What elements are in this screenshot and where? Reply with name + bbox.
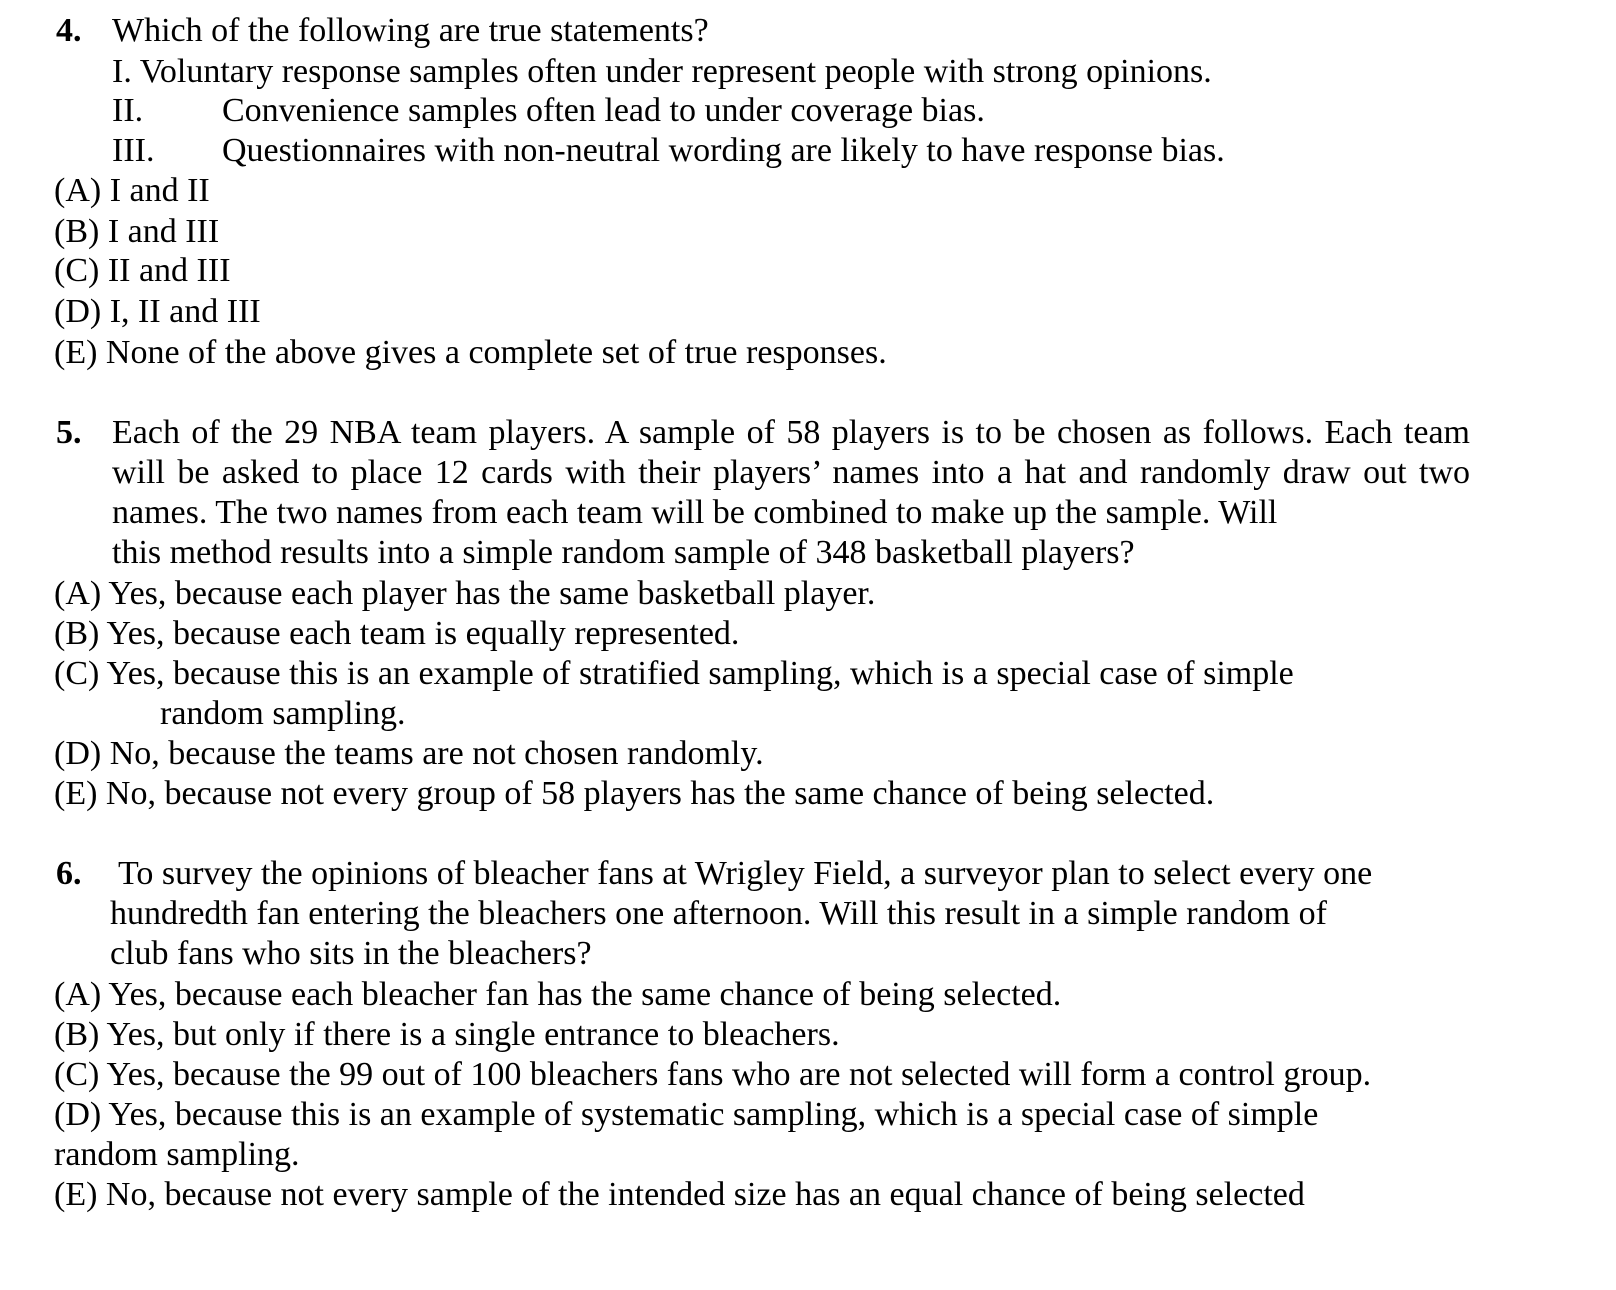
statement-number: I.: [112, 53, 132, 90]
answer-option-b: (B) I and III: [54, 213, 220, 250]
question-number: 4.: [56, 12, 82, 49]
question-4-stem-line: [56, 11, 709, 51]
answer-option-e: (E) None of the above gives a complete set of true responses.: [54, 334, 887, 371]
answer-option-c: (C) Yes, because the 99 out of 100 bleachers fans who are not selected will form a control group.: [54, 1056, 1372, 1093]
statement-text: Questionnaires with non-neutral wording are likely to have response bias.: [222, 132, 1225, 169]
answer-option-d: (D) I, II and III: [54, 293, 261, 330]
answer-option-a: (A) Yes, because each player has the same basketball player.: [54, 575, 876, 612]
statement-number: II.: [112, 92, 144, 129]
question-stem-line: names. The two names from each team will be combined to make up the sample. Will: [112, 494, 1278, 531]
statement-ii: [112, 91, 985, 131]
statement-number: III.: [112, 132, 155, 169]
question-stem-text: Which of the following are true statements?: [112, 12, 709, 49]
answer-option-b: (B) Yes, because each team is equally represented.: [54, 615, 740, 652]
question-stem-line: will be asked to place 12 cards with their players’ names into a hat and randomly draw out two: [112, 454, 1470, 491]
answer-option-a: (A) Yes, because each bleacher fan has the same chance of being selected.: [54, 976, 1062, 1013]
statement-text: Voluntary response samples often under represent people with strong opinions.: [139, 53, 1212, 90]
question-stem-line: Each of the 29 NBA team players. A sample of 58 players is to be chosen as follows. Each team: [112, 414, 1470, 451]
question-stem-line: club fans who sits in the bleachers?: [110, 935, 592, 972]
question-number: 6.: [56, 855, 82, 892]
answer-option-d-continued: random sampling.: [54, 1136, 300, 1173]
answer-option-c-continued: random sampling.: [160, 695, 406, 732]
statement-iii: [112, 131, 1225, 171]
answer-option-d: (D) No, because the teams are not chosen randomly.: [54, 735, 764, 772]
answer-option-c: (C) II and III: [54, 252, 231, 289]
answer-option-e: (E) No, because not every group of 58 players has the same chance of being selected.: [54, 775, 1215, 812]
answer-option-e: (E) No, because not every sample of the intended size has an equal chance of being selected: [54, 1176, 1305, 1213]
statement-i: [112, 52, 1212, 92]
answer-option-a: (A) I and II: [54, 172, 210, 209]
answer-option-c: (C) Yes, because this is an example of stratified sampling, which is a special case of simple: [54, 655, 1294, 692]
answer-option-d: (D) Yes, because this is an example of systematic sampling, which is a special case of simple: [54, 1096, 1319, 1133]
statement-text: Convenience samples often lead to under coverage bias.: [222, 92, 985, 129]
question-stem-line: this method results into a simple random sample of 348 basketball players?: [112, 534, 1135, 571]
question-number: 5.: [56, 414, 82, 451]
answer-option-b: (B) Yes, but only if there is a single entrance to bleachers.: [54, 1016, 840, 1053]
question-stem-line: To survey the opinions of bleacher fans at Wrigley Field, a surveyor plan to select every one: [118, 855, 1373, 892]
question-stem-line: hundredth fan entering the bleachers one afternoon. Will this result in a simple random of: [110, 895, 1327, 932]
